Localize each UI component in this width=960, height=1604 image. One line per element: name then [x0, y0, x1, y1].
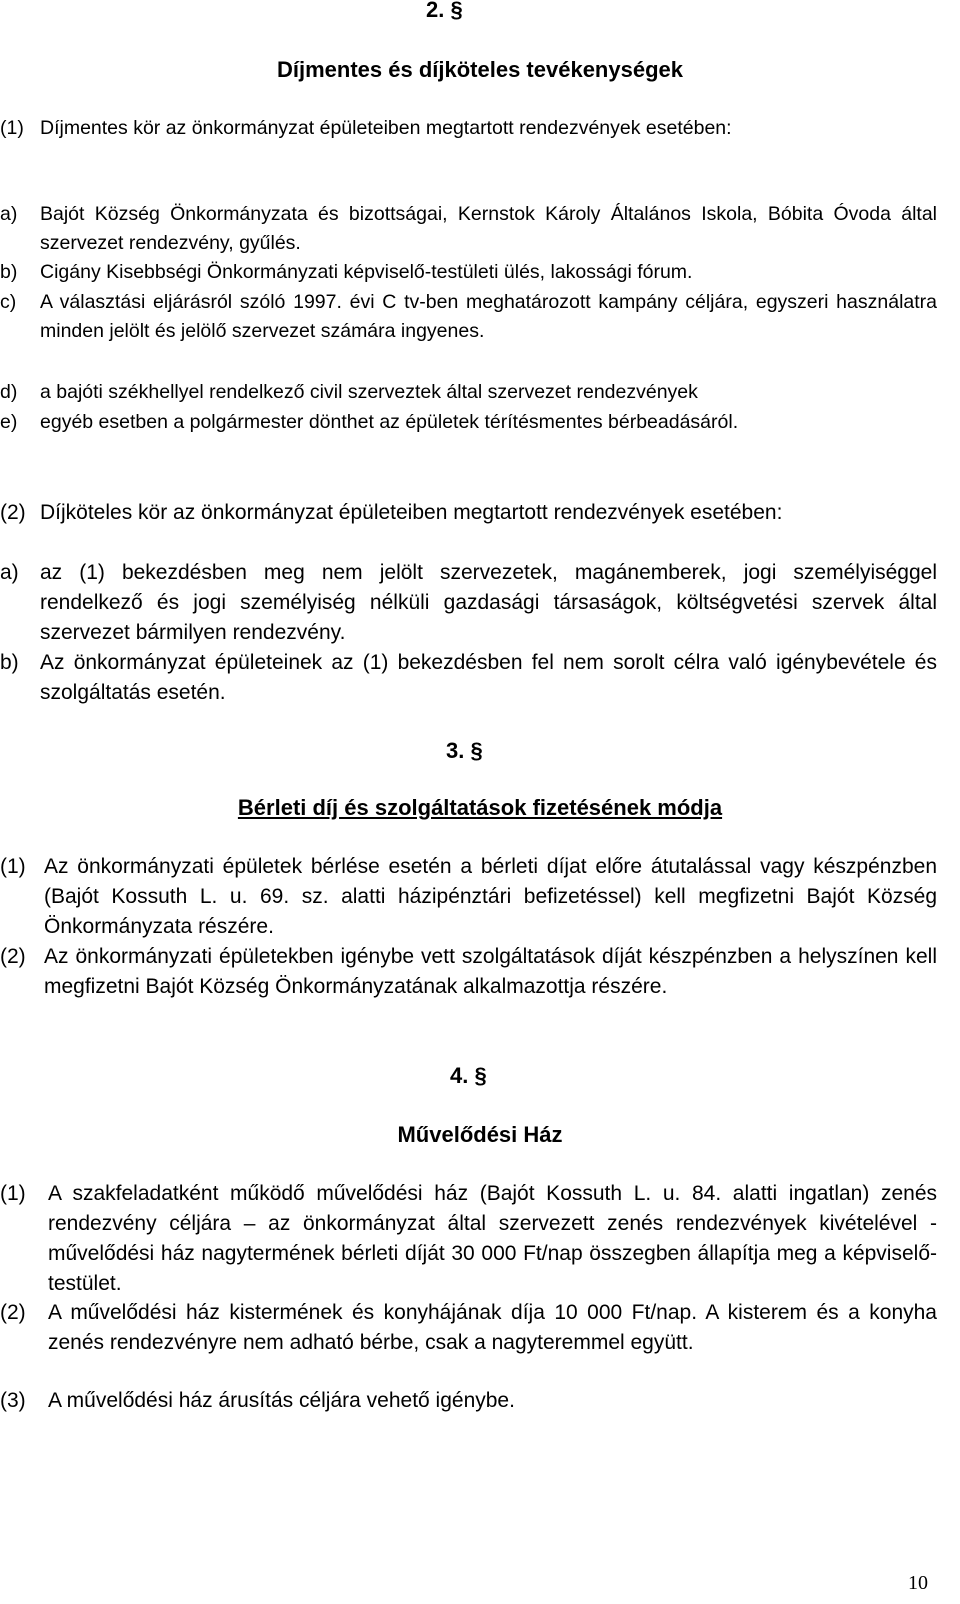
section-2-2-item-b: b) Az önkormányzat épületeinek az (1) bekezdésben fel nem sorolt célra való igénybevétele és szolgáltatás esetén. [0, 651, 937, 704]
section-2-item-d: d) a bajóti székhellyel rendelkező civil szerveztek által szervezet rendezvények [0, 381, 698, 403]
section-4-paragraph-2: (2) A művelődési ház kistermének és konyhájának díja 10 000 Ft/nap. A kisterem és a konyha zenés rendezvényre nem adható bérbe, csak a nagyteremmel együtt. [0, 1301, 937, 1354]
section-2-number: 2. § [426, 0, 463, 22]
section-4-title: Művelődési Ház [397, 1122, 563, 1147]
section-2-paragraph-2: (2) Díjköteles kör az önkormányzat épületeiben megtartott rendezvények esetében: [0, 501, 783, 524]
section-2-item-b: b) Cigány Kisebbségi Önkormányzati képviselő-testületi ülés, lakossági fórum. [0, 261, 693, 283]
section-2-title: Díjmentes és díjköteles tevékenységek [277, 57, 683, 82]
section-4-paragraph-3: (3) A művelődési ház árusítás céljára vehető igénybe. [0, 1389, 515, 1412]
section-3-title: Bérleti díj és szolgáltatások fizetésének módja [237, 795, 723, 820]
section-3-paragraph-1: (1) Az önkormányzati épületek bérlése esetén a bérleti díjat előre átutalással vagy készpénzben (Bajót Kossuth L. u. 69. sz. alatti házipénztári befizetéssel) kell megfizetni Bajót Község Önkormányzata részére. [0, 855, 937, 938]
section-2-paragraph-1: (1) Díjmentes kör az önkormányzat épületeiben megtartott rendezvények esetében: [0, 117, 732, 139]
section-2-2-item-a: a) az (1) bekezdésben meg nem jelölt szervezetek, magánemberek, jogi személyiséggel rendelkező és jogi személyiség nélküli gazdasági társaságok, költségvetési szervek által szervezet bármilyen rendezvény. [0, 561, 937, 644]
section-3-number: 3. § [446, 738, 483, 763]
section-2-item-a: a) Bajót Község Önkormányzata és bizottságai, Kernstok Károly Általános Iskola, Bóbita Óvoda által szervezet rendezvény, gyűlés. [0, 203, 937, 254]
section-3-paragraph-2: (2) Az önkormányzati épületekben igénybe vett szolgáltatások díját készpénzben a helyszínen kell megfizetni Bajót Község Önkormányzatának alkalmazottja részére. [0, 945, 937, 998]
section-4-number: 4. § [450, 1063, 487, 1088]
section-2-item-c: c) A választási eljárásról szóló 1997. évi C tv-ben meghatározott kampány céljára, egyszeri használatra minden jelölt és jelölő szervezet számára ingyenes. [0, 291, 937, 342]
section-4-paragraph-1: (1) A szakfeladatként működő művelődési ház (Bajót Kossuth L. u. 84. alatti ingatlan) zenés rendezvény céljára – az önkormányzat által szervezett zenés rendezvények kivételével - művelődési ház nagytermének bérleti díját 30 000 Ft/nap összegben állapítja meg a képviselő-testület. [0, 1182, 937, 1295]
section-2-item-e: e) egyéb esetben a polgármester dönthet az épületek térítésmentes bérbeadásáról. [0, 411, 739, 433]
page-number: 10 [908, 1572, 928, 1594]
